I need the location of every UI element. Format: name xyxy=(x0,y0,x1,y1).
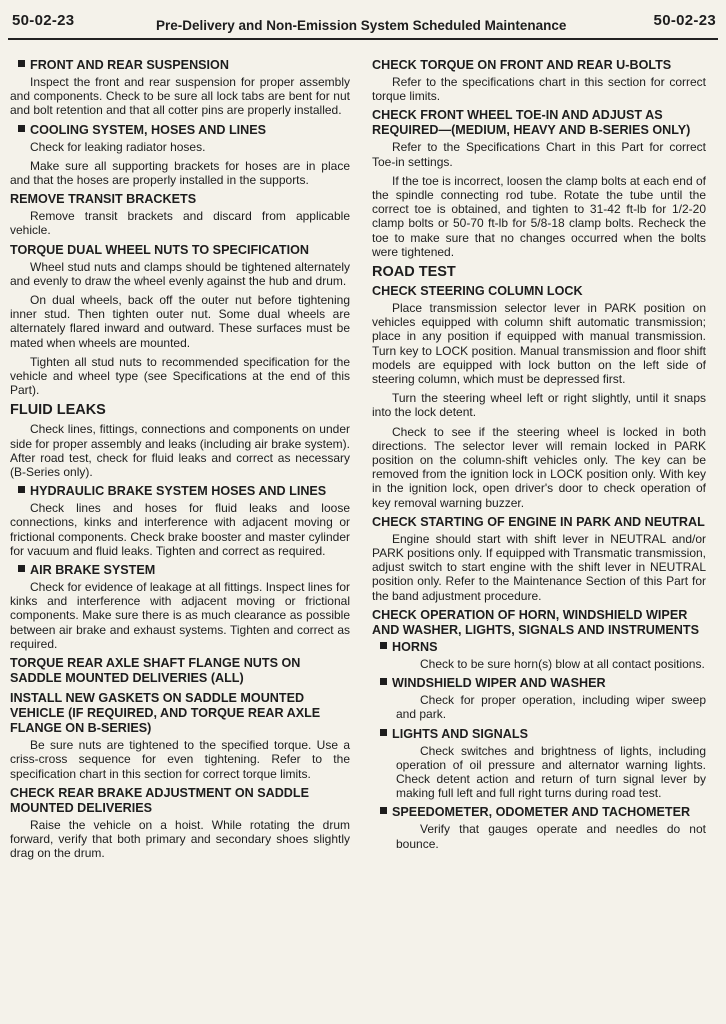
paragraph: Inspect the front and rear suspension for proper assembly and components. Check to be sure all lock tabs are bent for nut and bolt retention and that all cotter pins are properly installed. xyxy=(10,75,350,118)
section-heading: CHECK OPERATION OF HORN, WINDSHIELD WIPER AND WASHER, LIGHTS, SIGNALS AND INSTRUMENTS xyxy=(372,607,699,637)
right-column xyxy=(372,58,706,856)
section-heading: REMOVE TRANSIT BRACKETS xyxy=(10,192,197,207)
bullet-square-icon xyxy=(18,486,25,493)
bullet-square-icon xyxy=(18,565,25,572)
section-heading: LIGHTS AND SIGNALS xyxy=(372,727,706,742)
paragraph: On dual wheels, back off the outer nut before tightening inner stud. Then tighten outer nut. Some dual wheels are alternately flared inward and outward. These surfaces must be mated when wheels are mounted. xyxy=(10,293,350,350)
header-title: Pre-Delivery and Non-Emission System Scheduled Maintenance xyxy=(156,18,567,33)
page-number-right: 50-02-23 xyxy=(653,12,716,29)
paragraph: Be sure nuts are tightened to the specified torque. Use a criss-cross sequence for even tightening. Refer to the specification chart in this section for correct torque limits. xyxy=(10,738,350,781)
paragraph: Check to see if the steering wheel is locked in both directions. The selector lever will remain locked in PARK position on the column-shift vehicles only. The key can be removed from the ignition lock in LOCK position only. With key in the ignition lock, open driver's door to check operation of key removal warning buzzer. xyxy=(372,424,706,510)
paragraph: Check for leaking radiator hoses. xyxy=(30,139,206,154)
paragraph: Raise the vehicle on a hoist. While rotating the drum forward, verify that both primary and secondary shoes slightly drag on the drum. xyxy=(10,817,350,861)
paragraph: Refer to the Specifications Chart in this Part for correct Toe-in settings. xyxy=(372,140,706,169)
section-heading: CHECK STARTING OF ENGINE IN PARK AND NEUTRAL xyxy=(372,514,705,529)
paragraph: Check lines, fittings, connections and components on under side for proper assembly and leaks (including air brake system). After road test, check for fluid leaks and correct as necessary (B-Series only). xyxy=(10,422,350,480)
left-column xyxy=(10,58,350,865)
bullet-square-icon xyxy=(380,642,387,649)
section-heading: HYDRAULIC BRAKE SYSTEM HOSES AND LINES xyxy=(10,484,350,499)
section-heading: HORNS xyxy=(372,640,706,655)
section-heading: CHECK TORQUE ON FRONT AND REAR U-BOLTS xyxy=(372,58,672,72)
bullet-square-icon xyxy=(18,125,25,132)
section-heading: CHECK STEERING COLUMN LOCK xyxy=(372,284,583,299)
paragraph: Remove transit brackets and discard from applicable vehicle. xyxy=(10,209,350,238)
paragraph: Wheel stud nuts and clamps should be tightened alternately and evenly to draw the wheel evenly against the hub and drum. xyxy=(10,259,350,288)
paragraph: If the toe is incorrect, loosen the clamp bolts at each end of the spindle connecting rod tube. Rotate the tube until the correct toe is obtained, and tighten to 31-42 ft-lb for 1/2-20 clamp bolts or 50-70 ft-lb for 5/8-18 clamp bolts. Recheck the toe to make sure that no changes occurred when the bolts were tightened. xyxy=(372,173,706,259)
paragraph: Check to be sure horn(s) blow at all contact positions. xyxy=(420,656,705,671)
major-heading: ROAD TEST xyxy=(372,264,456,281)
bullet-square-icon xyxy=(18,60,25,67)
bullet-square-icon xyxy=(380,729,387,736)
bullet-square-icon xyxy=(380,807,387,814)
paragraph: Check lines and hoses for fluid leaks and loose connections, kinks and interference with adjacent moving or frictional components. Check brake booster and master cylinder for vacuum and fluid leaks. Tighten and correct as required. xyxy=(10,501,350,558)
paragraph: Verify that gauges operate and needles do not bounce. xyxy=(396,822,706,851)
paragraph: Check switches and brightness of lights, including operation of oil pressure and alternator warning lights. Check detent action and return of turn signal lever by making full left and full right turns during road test. xyxy=(396,743,706,801)
section-heading: INSTALL NEW GASKETS ON SADDLE MOUNTED VEHICLE (IF REQUIRED, AND TORQUE REAR AXLE FLANGE ON B-SERIES) xyxy=(10,691,321,736)
section-heading: AIR BRAKE SYSTEM xyxy=(10,563,350,578)
section-heading: CHECK REAR BRAKE ADJUSTMENT ON SADDLE MOUNTED DELIVERIES xyxy=(10,785,309,815)
section-heading: TORQUE DUAL WHEEL NUTS TO SPECIFICATION xyxy=(10,242,310,257)
section-heading: TORQUE REAR AXLE SHAFT FLANGE NUTS ON SADDLE MOUNTED DELIVERIES (ALL) xyxy=(10,656,301,686)
paragraph: Check for evidence of leakage at all fittings. Inspect lines for kinks and interference with adjacent moving or frictional components. Make sure there is as much clearance as possible between air brake and exhaust systems. Tighten and correct as required. xyxy=(10,580,350,651)
paragraph: Tighten all stud nuts to recommended specification for the vehicle and wheel type (see Specifications at the end of this Part). xyxy=(10,354,350,398)
major-heading: FLUID LEAKS xyxy=(10,402,106,419)
section-heading: COOLING SYSTEM, HOSES AND LINES xyxy=(10,123,350,138)
page-number-left: 50-02-23 xyxy=(12,12,75,29)
section-heading: WINDSHIELD WIPER AND WASHER xyxy=(372,676,706,691)
paragraph: Check for proper operation, including wiper sweep and park. xyxy=(396,693,706,722)
paragraph: Place transmission selector lever in PARK position on vehicles equipped with column shift automatic transmission; place in any position if equipped with manual transmission. Turn key to LOCK position. Manual transmission and floor shift models are equipped with lock button on the left side of steering column, which must be depressed first. xyxy=(372,301,706,387)
paragraph: Turn the steering wheel left or right slightly, until it snaps into the lock detent. xyxy=(372,391,706,420)
page-header xyxy=(8,8,718,40)
bullet-square-icon xyxy=(380,678,387,685)
section-heading: CHECK FRONT WHEEL TOE-IN AND ADJUST AS REQUIRED—(MEDIUM, HEAVY AND B-SERIES ONLY) xyxy=(372,108,691,138)
paragraph: Engine should start with shift lever in NEUTRAL and/or PARK positions only. If equipped with Transmatic transmission, adjust switch to start engine with the shift lever in NEUTRAL position only. Refer to the Maintenance Section of this Part for the band adjustment procedure. xyxy=(372,531,706,603)
section-heading: SPEEDOMETER, ODOMETER AND TACHOMETER xyxy=(372,805,706,820)
section-heading: FRONT AND REAR SUSPENSION xyxy=(10,58,350,73)
paragraph: Refer to the specifications chart in this section for correct torque limits. xyxy=(372,75,706,104)
paragraph: Make sure all supporting brackets for hoses are in place and that the hoses are properly installed in the supports. xyxy=(10,158,350,188)
